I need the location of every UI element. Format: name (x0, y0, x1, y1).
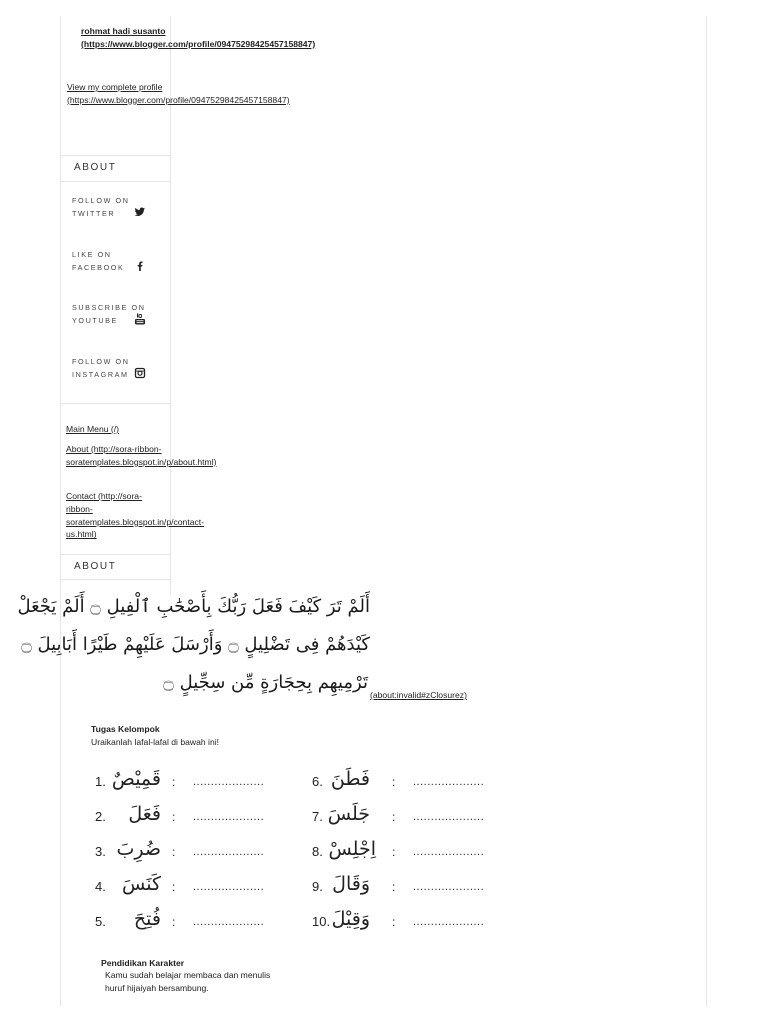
arabic-word: فُتِحَ (133, 908, 161, 930)
colon: : (172, 880, 176, 894)
arabic-word: وَقَالَ (332, 873, 370, 895)
arabic-word: قَمِيْصٌ (111, 768, 161, 790)
main-menu-link[interactable]: Main Menu (/) (66, 424, 120, 434)
social-instagram[interactable] (72, 355, 164, 385)
content-frame-right-border (706, 16, 707, 1006)
colon: : (392, 810, 396, 824)
colon: : (392, 845, 396, 859)
arabic-word: اِجْلِسْ (328, 838, 376, 860)
social-youtube-label: SUBSCRIBE ON YOUTUBE (72, 303, 146, 325)
colon: : (392, 775, 396, 789)
list-item (312, 768, 370, 796)
task-instruction: Uraikanlah lafal-lafal di bawah ini! (91, 737, 220, 747)
item-number: 1. (95, 774, 106, 789)
item-number: 6. (312, 774, 323, 789)
verse-line-3: تَرْمِيهِم بِحِجَارَةٍ مِّن سِجِّيلٍ ۝ (163, 672, 368, 693)
list-item (95, 768, 161, 796)
item-number: 7. (312, 809, 323, 824)
social-youtube[interactable] (72, 301, 164, 331)
list-item (95, 908, 161, 936)
list-item (312, 838, 376, 866)
social-twitter-label: FOLLOW ON TWITTER (72, 196, 130, 218)
answer-blank: .................... (413, 881, 485, 893)
arabic-word: جَلَسَ (327, 803, 370, 825)
answer-blank: .................... (413, 846, 485, 858)
divider (61, 403, 170, 404)
list-item (95, 838, 161, 866)
colon: : (172, 775, 176, 789)
arabic-word: فَطَنَ (330, 768, 370, 790)
answer-blank: .................... (193, 916, 265, 928)
social-facebook-label: LIKE ON FACEBOOK (72, 250, 125, 272)
closure-link[interactable]: (about:invalid#zClosurez) (370, 690, 467, 700)
divider (61, 554, 170, 555)
colon: : (392, 880, 396, 894)
colon: : (392, 915, 396, 929)
about-menu-link[interactable]: About (http://sora-ribbon-soratemplates.blogspot.in/p/about.html) (66, 444, 217, 467)
answer-blank: .................... (193, 881, 265, 893)
social-facebook[interactable] (72, 248, 164, 278)
sidebar (61, 16, 316, 596)
item-number: 4. (95, 879, 106, 894)
about-section-title: ABOUT (74, 162, 117, 173)
arabic-word: فَعَلَ (128, 803, 161, 825)
author-profile-link[interactable]: rohmat hadi susanto (https://www.blogger.com/profile/09475298425457158847) (81, 26, 316, 49)
list-item (312, 873, 370, 901)
list-item (95, 803, 161, 831)
colon: : (172, 810, 176, 824)
list-item (312, 908, 370, 936)
colon: : (172, 845, 176, 859)
item-number: 9. (312, 879, 323, 894)
contact-menu-link[interactable]: Contact (http://sora-ribbon-soratemplates.blogspot.in/p/contact-us.html) (66, 491, 205, 540)
task-title: Tugas Kelompok (91, 724, 160, 734)
list-item (95, 873, 161, 901)
character-education-title: Pendidikan Karakter (101, 958, 185, 968)
answer-blank: .................... (193, 846, 265, 858)
arabic-word: ضُرِبَ (116, 838, 161, 860)
character-education-text: Kamu sudah belajar membaca dan menulis huruf hijaiyah bersambung. (105, 970, 271, 993)
twitter-icon (134, 206, 146, 218)
verse-line-1: أَلَمْ تَرَ كَيْفَ فَعَلَ رَبُّكَ بِأَصْحَٰبِ ٱلْفِيلِ ۝ أَلَمْ يَجْعَلْ (17, 596, 370, 617)
verse-line-2: كَيْدَهُمْ فِى تَضْلِيلٍ ۝ وَأَرْسَلَ عَلَيْهِمْ طَيْرًا أَبَابِيلَ ۝ (21, 634, 370, 655)
arabic-word: وَقِيْلَ (331, 908, 370, 930)
item-number: 3. (95, 844, 106, 859)
youtube-icon (134, 313, 146, 325)
social-instagram-label: FOLLOW ON INSTAGRAM (72, 357, 130, 379)
item-number: 8. (312, 844, 323, 859)
answer-blank: .................... (413, 811, 485, 823)
facebook-icon (134, 260, 146, 272)
answer-blank: .................... (413, 916, 485, 928)
list-item (312, 803, 370, 831)
item-number: 5. (95, 914, 106, 929)
item-number: 10. (312, 914, 331, 929)
answer-blank: .................... (413, 776, 485, 788)
view-profile-link[interactable]: View my complete profile (https://www.blogger.com/profile/09475298425457158847) (67, 82, 290, 105)
answer-blank: .................... (193, 811, 265, 823)
social-twitter[interactable] (72, 194, 164, 224)
about-section-title-2: ABOUT (74, 561, 117, 572)
divider (61, 155, 170, 156)
divider (61, 579, 170, 580)
answer-blank: .................... (193, 776, 265, 788)
divider (61, 181, 170, 182)
colon: : (172, 915, 176, 929)
item-number: 2. (95, 809, 106, 824)
instagram-icon (134, 367, 146, 379)
arabic-word: كَنَسَ (121, 873, 161, 895)
